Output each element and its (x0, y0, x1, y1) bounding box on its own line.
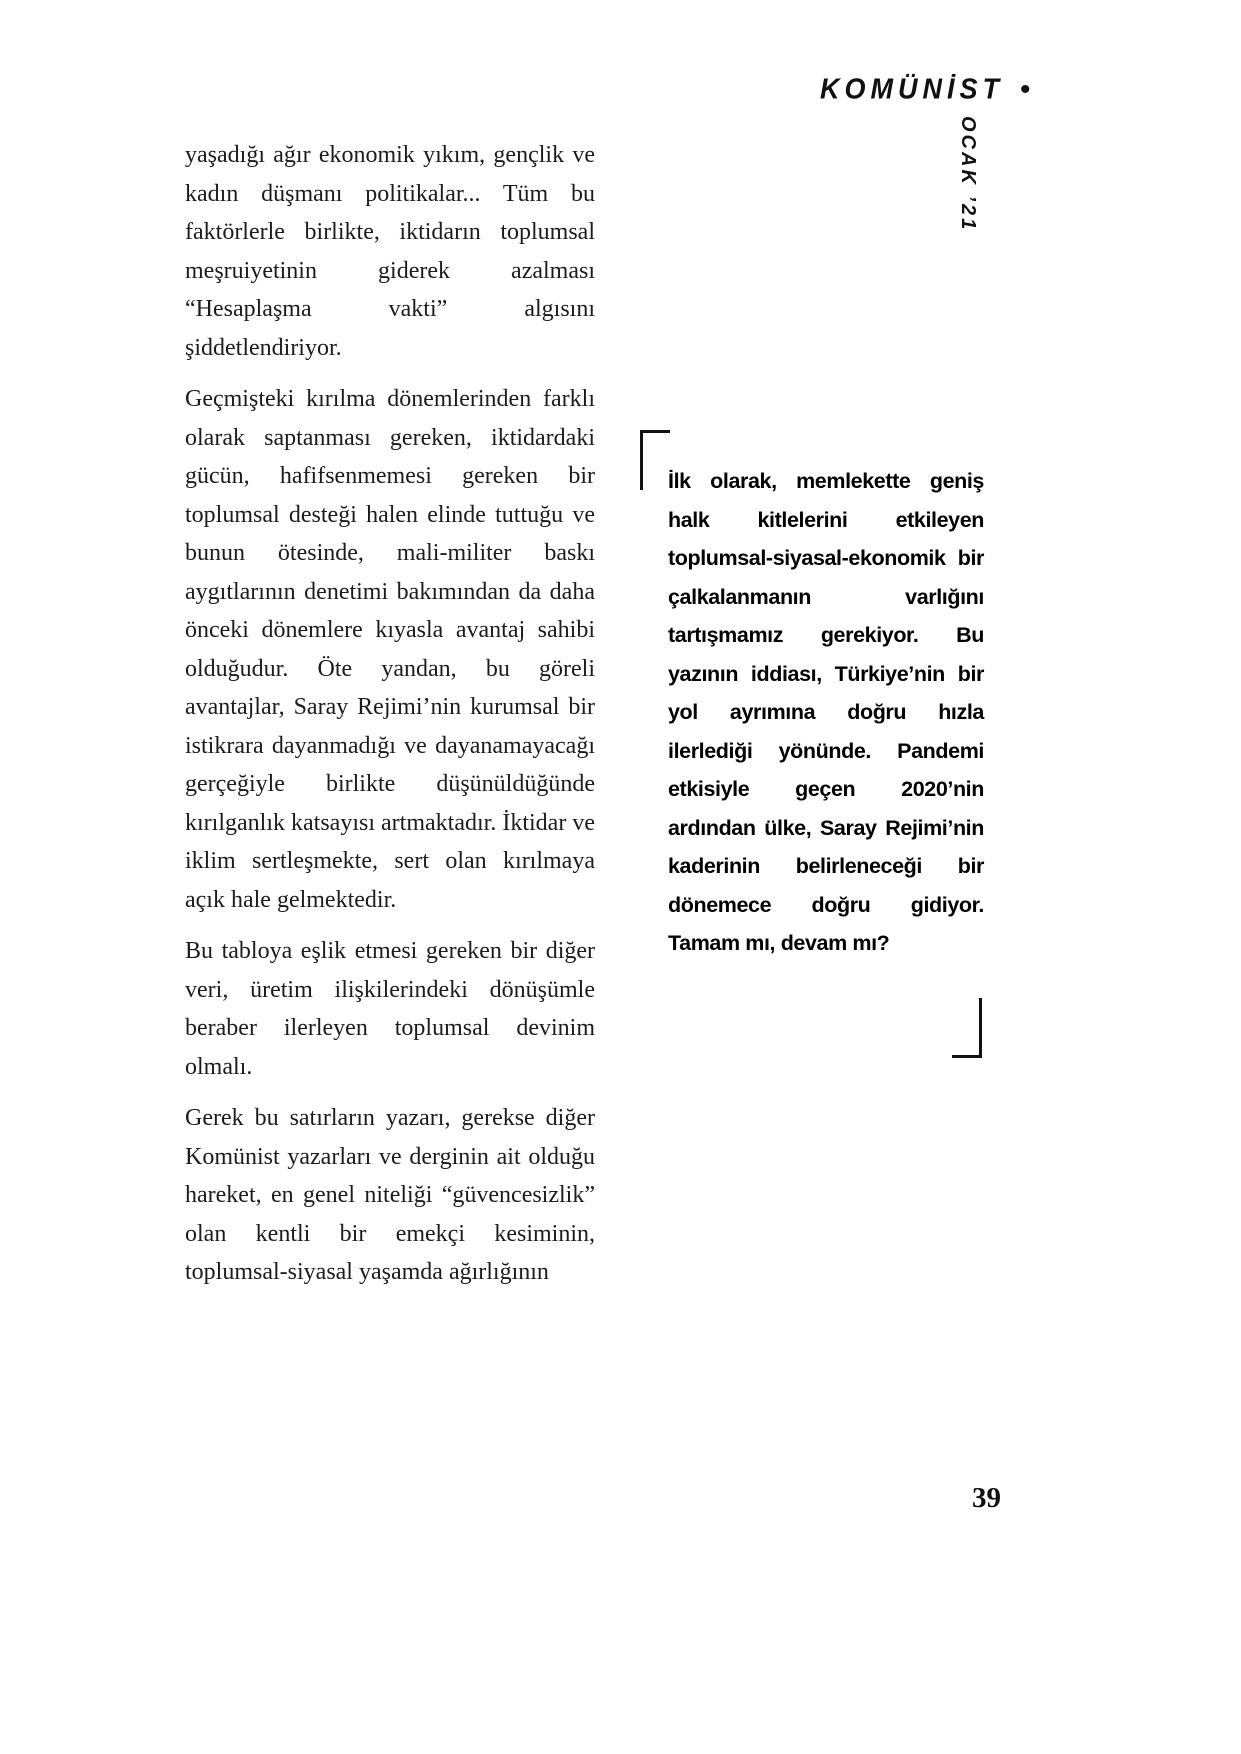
issue-date: OCAK ’21 (957, 116, 979, 233)
paragraph: Geçmişteki kırılma dönemlerinden farklı olarak saptanması gereken, iktidardaki gücün, hafifsenmemesi gereken bir toplumsal desteği halen elinde tuttuğu ve bunun ötesinde, mali-militer baskı aygıtlarının denetimi bakımından da daha önceki dönemlere kıyasla avantaj sahibi olduğudur. Öte yandan, bu göreli avantajlar, Saray Rejimi’nin kurumsal bir istikrara dayanmadığı ve dayanamayacağı gerçeğiyle birlikte düşünüldüğünde kırılganlık katsayısı artmaktadır. İktidar ve iklim sertleşmekte, sert olan kırılmaya açık hale gelmektedir. (185, 386, 595, 913)
masthead (820, 74, 1031, 105)
page-number: 39 (972, 1482, 1001, 1514)
title-bullet-icon: • (1020, 72, 1031, 106)
paragraph: yaşadığı ağır ekonomik yıkım, gençlik ve kadın düşmanı politikalar... Tüm bu faktörlerle birlikte, iktidarın toplumsal meşruiyetinin giderek azalması “Hesaplaşma vakti” algısını şiddetlendiriyor. (185, 142, 595, 361)
magazine-title: KOMÜNİST (820, 73, 1004, 105)
pull-quote-bracket-top-icon (640, 430, 670, 490)
pull-quote-bracket-bottom-icon (952, 998, 982, 1058)
paragraph: Gerek bu satırların yazarı, gerekse diğer Komünist yazarları ve derginin ait olduğu hareket, en genel niteliği “güvencesizlik” olan kentli bir emekçi kesiminin, toplumsal-siyasal yaşamda ağırlığının (185, 1105, 595, 1285)
pull-quote: İlk olarak, memlekette geniş halk kitlelerini etkileyen toplumsal-siyasal-ekonomik bir çalkalanmanın varlığını tartışmamız gerekiyor. Bu yazının iddiası, Türkiye’nin bir yol ayrımına doğru hızla ilerlediği yönünde. Pandemi etkisiyle geçen 2020’nin ardından ülke, Saray Rejimi’nin kaderinin belirleneceği bir dönemece doğru gidiyor. Tamam mı, devam mı? (668, 469, 984, 955)
article-body (185, 136, 595, 1292)
paragraph: Bu tabloya eşlik etmesi gereken bir diğer veri, üretim ilişkilerindeki dönüşümle beraber ilerleyen toplumsal devinim olmalı. (185, 938, 595, 1080)
